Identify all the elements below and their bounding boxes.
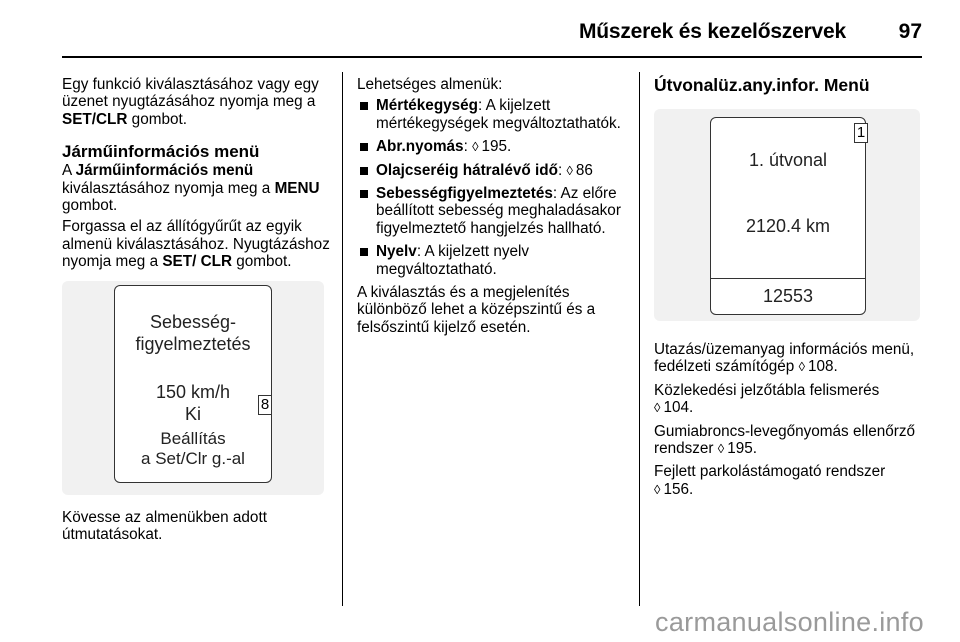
submenu-item-units: Mértékegység: A kijelzett mértékegységek megváltoztathatók. — [357, 97, 629, 132]
display-trip-label: 1. útvonal — [748, 150, 828, 170]
column-divider-2 — [639, 72, 640, 606]
bullet-square-icon — [360, 190, 368, 198]
page-title: Műszerek és kezelőszervek — [578, 20, 846, 43]
submenu-list — [357, 97, 629, 278]
display-state: Ki — [184, 403, 201, 424]
page-reference-icon: ◊ — [654, 400, 661, 416]
page-ref[interactable]: 86 — [575, 161, 593, 179]
section-heading-vehicle-info: Járműinformációs menü — [62, 142, 260, 162]
page-reference-icon: ◊ — [798, 359, 805, 375]
page-ref[interactable]: 156. — [663, 480, 694, 498]
display-screen — [114, 285, 272, 483]
page-ref[interactable]: 108. — [808, 358, 838, 376]
rotate-paragraph: Forgassa el az állítógyűrűt az egyik almenü kiválasztásához. Nyugtázáshoz nyomja meg a SET/ CLR gombot. — [62, 218, 330, 271]
intro-paragraph: Egy funkció kiválasztásához vagy egy üzenet nyugtázásához nyomja meg a SET/CLR gombot. — [62, 76, 319, 128]
display-divider — [711, 278, 865, 279]
set-clr-label: SET/ CLR — [162, 253, 233, 271]
traffic-sign-ref: Közlekedési jelzőtábla felismerés ◊ 104. — [654, 381, 880, 417]
display-line: Sebesség- — [149, 311, 237, 332]
page-header — [62, 12, 922, 58]
page-reference-icon: ◊ — [717, 441, 725, 457]
display-trip-distance: 2120.4 km — [745, 216, 831, 236]
menu-button-label: MENU — [274, 179, 320, 197]
display-odometer: 12553 — [762, 286, 814, 306]
speed-warning-display-figure — [62, 281, 324, 495]
follow-paragraph: Kövesse az almenükben adott útmutatásokat. — [62, 508, 267, 544]
watermark: carmanualsonline.info — [655, 607, 924, 637]
tire-pressure-ref: Gumiabroncs-levegőnyomás ellenőrző rendszer ◊ 195. — [654, 422, 916, 458]
bullet-square-icon — [360, 167, 368, 175]
display-page-badge: 1 — [854, 123, 868, 143]
display-note: A kiválasztás és a megjelenítés különböző lehet a középszintű és a felsőszintű kijelző esetén. — [357, 284, 596, 336]
submenu-item-speed-warning: Sebességfigyelmeztetés: Az előre beállított sebesség meghaladásakor figyelmeztető hangjelzés hallható. — [357, 185, 629, 237]
column-2 — [357, 76, 629, 342]
submenu-lead: Lehetséges almenük: — [357, 76, 503, 93]
trip-computer-ref: Utazás/üzemanyag információs menü, fedélzeti számítógép ◊ 108. — [654, 341, 915, 376]
page-ref[interactable]: 104. — [663, 399, 694, 417]
trip-display-figure — [654, 109, 920, 321]
section-heading-trip-menu: Útvonalüz.any.infor. Menü — [654, 75, 870, 95]
column-1 — [62, 76, 330, 549]
display-page-badge: 8 — [258, 395, 272, 415]
bullet-square-icon — [360, 248, 368, 256]
bullet-square-icon — [360, 143, 368, 151]
page-ref[interactable]: 195. — [727, 440, 757, 458]
column-divider-1 — [342, 72, 343, 606]
select-paragraph: A Járműinformációs menü kiválasztásához nyomja meg a MENU gombot. — [62, 162, 320, 215]
column-3 — [654, 76, 926, 504]
menu-name: Járműinformációs menü — [75, 162, 254, 180]
page-number: 97 — [898, 20, 922, 43]
bullet-square-icon — [360, 102, 368, 110]
submenu-item-tire-pressure: Abr.nyomás: ◊ 195. — [357, 138, 629, 155]
submenu-item-language: Nyelv: A kijelzett nyelv megváltoztatható. — [357, 243, 629, 278]
header-rule — [62, 56, 922, 58]
display-speed: 150 km/h — [155, 381, 231, 402]
display-line: figyelmeztetés — [135, 333, 251, 354]
page-reference-icon: ◊ — [472, 139, 479, 155]
display-screen — [710, 117, 866, 315]
parking-assist-ref: Fejlett parkolástámogató rendszer ◊ 156. — [654, 463, 886, 498]
display-line: a Set/Clr g.-al — [141, 448, 245, 468]
set-clr-label: SET/CLR — [62, 110, 128, 128]
page-reference-icon: ◊ — [566, 162, 573, 178]
submenu-item-oil-change: Olajcseréig hátralévő idő: ◊ 86 — [357, 162, 629, 179]
page-reference-icon: ◊ — [654, 481, 661, 497]
page-ref[interactable]: 195. — [481, 138, 512, 156]
display-line: Beállítás — [160, 428, 226, 448]
